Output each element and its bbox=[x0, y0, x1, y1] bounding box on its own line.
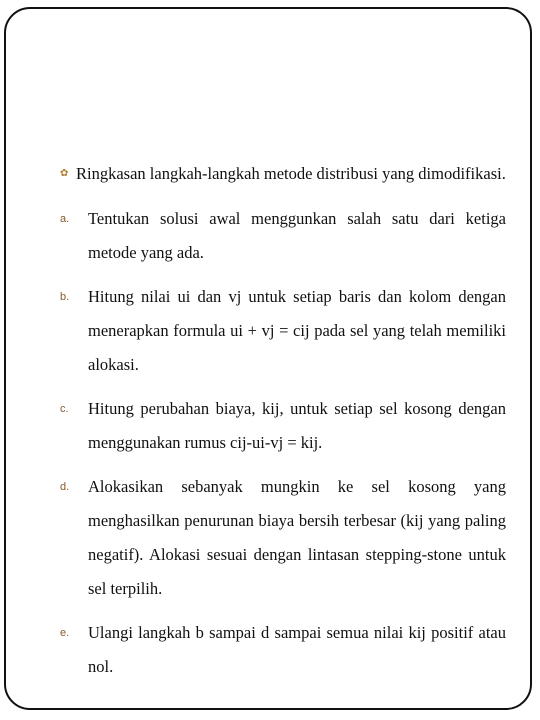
step-item-c bbox=[60, 392, 506, 460]
decorative-bullet-icon: ✿ bbox=[60, 168, 69, 179]
step-text: Alokasikan sebanyak mungkin ke sel kosong yang menghasilkan penurunan biaya bersih terbesar (kij yang paling negatif). Alokasi sesuai dengan lintasan stepping-stone untuk sel terpilih. bbox=[88, 477, 506, 598]
intro-text: Ringkasan langkah-langkah metode distribusi yang dimodifikasi. bbox=[76, 164, 506, 183]
intro-line bbox=[60, 160, 506, 188]
slide-content bbox=[60, 160, 506, 694]
step-item-e bbox=[60, 616, 506, 684]
step-text: Tentukan solusi awal menggunkan salah satu dari ketiga metode yang ada. bbox=[88, 209, 506, 262]
step-text: Hitung perubahan biaya, kij, untuk setiap sel kosong dengan menggunakan rumus cij-ui-vj = kij. bbox=[88, 399, 506, 452]
step-marker: c. bbox=[60, 403, 69, 415]
step-marker: a. bbox=[60, 213, 70, 225]
step-item-b bbox=[60, 280, 506, 382]
step-text: Ulangi langkah b sampai d sampai semua nilai kij positif atau nol. bbox=[88, 623, 506, 676]
step-item-d bbox=[60, 470, 506, 606]
step-marker: b. bbox=[60, 291, 70, 303]
step-marker: e. bbox=[60, 627, 70, 639]
step-text: Hitung nilai ui dan vj untuk setiap baris dan kolom dengan menerapkan formula ui + vj = cij pada sel yang telah memiliki alokasi. bbox=[88, 287, 506, 374]
step-marker: d. bbox=[60, 481, 70, 493]
step-item-a bbox=[60, 202, 506, 270]
